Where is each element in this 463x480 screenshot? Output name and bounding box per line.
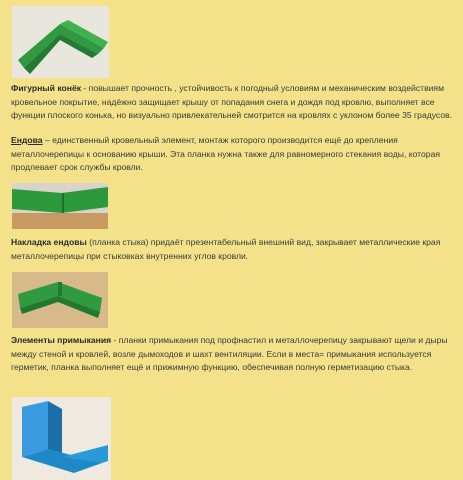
section-junction <box>11 334 456 375</box>
valley-overlay-text: (планка стыка) придаёт презентабельный внешний вид, закрывает металлические края металлочерепицы при стыковках внутренних углов кровли. <box>11 237 441 261</box>
junction-text: - планки примыкания под профнастил и металлочерепицу закрывают щели и дыры между стеной и кровлей, возле дымоходов и шахт вентиляции. Если в места= примыкания используется герметик, планка выполняет ещё и прижимную функцию, обеспечивая полную герметизацию стыка. <box>11 335 448 372</box>
valley-overlay-paragraph <box>11 236 456 263</box>
valley-overlay-title: Накладка ендовы <box>11 237 87 247</box>
section-valley <box>11 134 456 175</box>
junction-title: Элементы примыкания <box>11 335 112 345</box>
junction-paragraph <box>11 334 456 375</box>
valley-title-link[interactable]: Ендова <box>11 135 43 145</box>
junction-strip-image <box>12 272 108 328</box>
section-valley-overlay <box>11 236 456 263</box>
ridge-title: Фигурный конёк <box>11 83 82 93</box>
valley-overlay-image <box>12 183 108 229</box>
ridge-paragraph <box>11 82 456 123</box>
blue-flashing-image <box>12 397 111 480</box>
valley-paragraph <box>11 134 456 175</box>
ridge-cap-image <box>12 6 109 78</box>
section-ridge <box>11 82 456 123</box>
valley-text: – единственный кровельный элемент, монтаж которого производится ещё до крепления металлочерепицы к основанию крыши. Эта планка нужна также для равномерного стекания воды, которая продлевает срок службы кровли. <box>11 135 441 172</box>
ridge-text: - повышает прочность , устойчивость к погодный условиям и механическим воздействиям кровельное покрытие, надёжно защищает крышу от попадания снега и дождя под кровлю, выполняет все функции плоского конька, но визуально привлекательней смотрится на кровлях с уклоном более 35 градусов. <box>11 83 453 120</box>
